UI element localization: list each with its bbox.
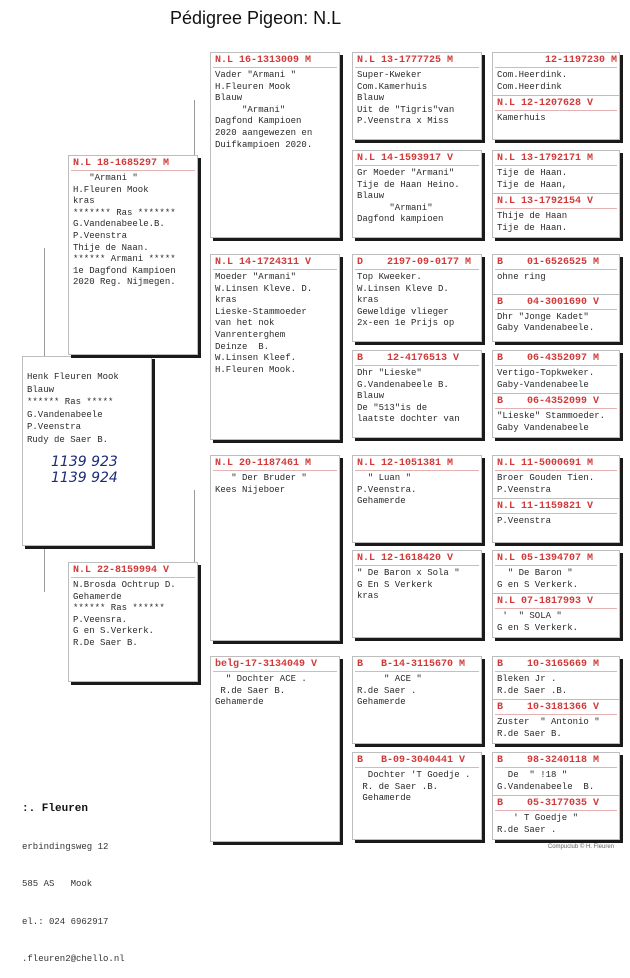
- great-grandparent-card: [352, 52, 482, 140]
- pigeon-line: Gehamerde: [357, 496, 406, 507]
- pigeon-line: kras: [357, 591, 379, 602]
- dam-section: [493, 95, 619, 125]
- mother-line: G en S.Verkerk.: [73, 626, 155, 637]
- pigeon-line: Vanrenterghem: [215, 329, 286, 340]
- ring-number: N.L 13-1777725 M: [355, 54, 479, 68]
- pigeon-line: Blauw: [215, 93, 243, 104]
- subject-line: P.Veenstra: [27, 422, 82, 432]
- ring-number: N.L 16-1313009 M: [213, 54, 337, 68]
- pigeon-line: P.Veenstra: [497, 516, 552, 527]
- tree-connector: [340, 480, 341, 580]
- ring-number: B 04-3001690 V: [495, 296, 617, 310]
- pigeon-line: Dhr "Lieske": [357, 368, 422, 378]
- pigeon-line: Broer Gouden Tien.: [497, 473, 595, 483]
- father-line: kras: [73, 196, 95, 207]
- ring-number: B B-14-3115670 M: [355, 658, 479, 672]
- subject-line: Rudy de Saer B.: [27, 434, 109, 445]
- grandparent-card: [210, 254, 340, 440]
- pigeon-line: Kees Nijeboer: [215, 484, 286, 495]
- ancestor-pair-card: [492, 656, 620, 744]
- pigeon-line: Tije de Haan,: [497, 179, 568, 190]
- pigeon-line: P.Veenstra.: [357, 484, 417, 495]
- ring-number: N.L 13-1792171 M: [495, 152, 617, 166]
- ancestor-pair-card: [492, 550, 620, 638]
- owner-email: .fleuren2@chello.nl: [22, 954, 125, 964]
- page-title: Pédigree Pigeon: N.L: [170, 8, 342, 28]
- ring-number: B 05-3177035 V: [495, 797, 617, 811]
- great-grandparent-card: [352, 550, 482, 638]
- pigeon-line: R.de Saer B.: [215, 685, 286, 696]
- pigeon-line: laatste dochter van: [357, 414, 460, 425]
- pigeon-line: van het nok: [215, 318, 275, 329]
- pigeon-line: ' T Goedje ": [497, 813, 579, 824]
- subject-line: ****** Ras *****: [27, 397, 114, 407]
- pigeon-line: Vertigo-Topkweker.: [497, 368, 595, 378]
- father-line: ******* Ras *******: [73, 207, 176, 218]
- owner-line: el.: 024 6962917: [22, 916, 109, 927]
- pigeon-line: " ACE ": [357, 674, 422, 684]
- pigeon-line: Bleken Jr .: [497, 674, 557, 684]
- tree-connector: [340, 80, 341, 200]
- ring-number: N.L 20-1187461 M: [213, 457, 337, 471]
- ring-number: N.L 18-1685297 M: [71, 157, 195, 171]
- ring-number: B 10-3181366 V: [495, 701, 617, 715]
- pigeon-line: De " !18 ": [497, 770, 568, 780]
- dam-section: [493, 699, 619, 740]
- subject-line: G.Vandenabeele: [27, 409, 103, 420]
- owner-line: 585 AS Mook: [22, 879, 93, 889]
- grandparent-card: [210, 52, 340, 238]
- great-grandparent-card: [352, 150, 482, 238]
- pigeon-line: Gaby-Vandenabeele: [497, 379, 589, 390]
- pigeon-line: "Armani": [215, 104, 286, 115]
- ring-number: N.L 14-1593917 V: [355, 152, 479, 166]
- dam-section: [493, 393, 619, 434]
- pigeon-line: ohne ring: [497, 272, 546, 282]
- ring-number: N.L 12-1618420 V: [355, 552, 479, 566]
- owner-name: :. Fleuren: [22, 803, 89, 815]
- pigeon-line: R.de Saer .B.: [497, 685, 568, 696]
- pigeon-line: Gehamerde: [357, 793, 412, 804]
- subject-line: Henk Fleuren Mook: [27, 372, 119, 382]
- pigeon-line: kras: [357, 295, 379, 306]
- pigeon-line: Tije de Haan.: [497, 222, 568, 233]
- pigeon-line: Tije de Haan.: [497, 168, 568, 178]
- ancestor-pair-card: [492, 752, 620, 840]
- pigeon-line: G En S Verkerk: [357, 579, 433, 590]
- pigeon-line: Tije de Haan Heino.: [357, 179, 460, 190]
- pigeon-line: Dochter 'T Goedje .: [357, 770, 471, 780]
- pigeon-line: Moeder "Armani": [215, 272, 297, 282]
- ancestor-pair-card: [492, 455, 620, 543]
- ring-number: B B-09-3040441 V: [355, 754, 479, 768]
- pigeon-line: Com.Heerdink: [497, 81, 562, 92]
- great-grandparent-card: [352, 752, 482, 840]
- tree-connector: [340, 280, 341, 390]
- ring-number: B 01-6526525 M: [495, 256, 617, 270]
- ring-number: B 98-3240118 M: [495, 754, 617, 768]
- mother-card: [68, 562, 198, 682]
- dam-section: [493, 795, 619, 836]
- owner-address: [22, 778, 125, 978]
- pigeon-line: " Der Bruder ": [215, 473, 307, 483]
- ring-number: belg-17-3134049 V: [213, 658, 337, 672]
- pigeon-line: Blauw: [357, 191, 385, 202]
- ring-number: B 06-4352097 M: [495, 352, 617, 366]
- ring-number: B 12-4176513 V: [355, 352, 479, 366]
- pigeon-line: P.Veenstra: [497, 484, 552, 495]
- footer-credit: Compuclub © H. Fleuren: [547, 844, 614, 850]
- pigeon-line: Uit de "Tigris"van: [357, 104, 455, 115]
- father-card: [68, 155, 198, 355]
- father-line: Thije de Naan.: [73, 242, 149, 253]
- pigeon-line: 2020 aangewezen en: [215, 127, 313, 138]
- pigeon-line: P.Veenstra x Miss: [357, 116, 449, 127]
- ring-number: N.L 05-1394707 M: [495, 552, 617, 566]
- pigeon-line: " De Baron ": [497, 568, 573, 578]
- mother-line: ****** Ras ******: [73, 603, 165, 614]
- handwritten-ring-2: 1139 924: [51, 470, 118, 486]
- dam-section: [493, 593, 619, 634]
- father-line: 2020 Reg. Nijmegen.: [73, 277, 176, 288]
- ancestor-pair-card: [492, 350, 620, 438]
- mother-line: P.Veensra.: [73, 614, 128, 625]
- pigeon-line: kras: [215, 295, 237, 306]
- grandparent-card: [210, 455, 340, 641]
- pigeon-line: Super-Kweker: [357, 70, 422, 80]
- tree-connector: [340, 680, 341, 780]
- mother-line: Gehamerde: [73, 591, 122, 602]
- ancestor-pair-card: [492, 254, 620, 342]
- pigeon-line: R. de Saer .B.: [357, 781, 439, 792]
- father-line: ****** Armani *****: [73, 254, 176, 265]
- ring-number: N.L 12-1051381 M: [355, 457, 479, 471]
- pigeon-line: G.Vandenabeele B.: [497, 781, 595, 792]
- grandparent-card: [210, 656, 340, 842]
- pigeon-line: Vader "Armani ": [215, 70, 297, 80]
- mother-line: R.De Saer B.: [73, 637, 138, 648]
- ring-number: B 06-4352099 V: [495, 395, 617, 409]
- pigeon-line: R.de Saer B.: [497, 728, 562, 739]
- ancestor-pair-card: [492, 150, 620, 238]
- pigeon-line: Geweldige vlieger: [357, 306, 449, 317]
- pigeon-line: Deinze B.: [215, 341, 270, 352]
- pigeon-line: W.Linsen Kleve D.: [357, 283, 449, 294]
- pigeon-line: Gaby Vandenabeele: [497, 422, 589, 433]
- pigeon-line: R.de Saer .: [357, 685, 417, 696]
- ancestor-pair-card: [492, 52, 620, 140]
- pigeon-line: 2x-een 1e Prijs op: [357, 318, 455, 329]
- subject-line: Blauw: [27, 384, 55, 395]
- pigeon-line: Zuster " Antonio ": [497, 717, 600, 728]
- pigeon-line: Gehamerde: [357, 697, 406, 708]
- pigeon-line: "Armani": [357, 202, 433, 213]
- great-grandparent-card: [352, 254, 482, 342]
- pigeon-line: Gr Moeder "Armani": [357, 168, 455, 178]
- dam-section: [493, 193, 619, 234]
- great-grandparent-card: [352, 656, 482, 744]
- pigeon-line: "Lieske" Stammoeder.: [497, 411, 606, 422]
- pigeon-line: Dhr "Jonge Kadet": [497, 311, 589, 322]
- pigeon-line: W.Linsen Kleef.: [215, 353, 297, 364]
- ring-number: N.L 14-1724311 V: [213, 256, 337, 270]
- owner-line: erbindingsweg 12: [22, 841, 109, 852]
- handwritten-ring-1: 1139 923: [51, 454, 118, 470]
- ring-number: N.L 22-8159994 V: [71, 564, 195, 578]
- pigeon-line: " Dochter ACE .: [215, 674, 307, 684]
- pigeon-line: H.Fleuren Mook: [215, 81, 291, 92]
- pigeon-line: Lieske-Stammoeder: [215, 306, 307, 317]
- ring-number: N.L 07-1817993 V: [495, 595, 617, 609]
- pigeon-line: Duifkampioen 2020.: [215, 139, 313, 150]
- mother-line: N.Brosda Ochtrup D.: [73, 580, 176, 590]
- pigeon-line: H.Fleuren Mook.: [215, 364, 297, 375]
- father-line: G.Vandenabeele.B.: [73, 219, 165, 230]
- ring-number: N.L 13-1792154 V: [495, 195, 617, 209]
- pigeon-line: Kamerhuis: [497, 113, 546, 124]
- pigeon-line: G.Vandenabeele B.: [357, 379, 449, 390]
- ring-number: 12-1197230 M: [495, 54, 617, 68]
- pigeon-line: Com.Heerdink.: [497, 70, 568, 80]
- father-line: H.Fleuren Mook: [73, 184, 149, 195]
- father-line: 1e Dagfond Kampioen: [73, 265, 176, 276]
- great-grandparent-card: [352, 350, 482, 438]
- dam-section: [493, 498, 619, 528]
- ring-number: N.L 11-5000691 M: [495, 457, 617, 471]
- subject-card: [22, 356, 152, 546]
- pigeon-line: Dagfond kampioen: [357, 214, 444, 225]
- pigeon-line: De "513"is de: [357, 402, 428, 413]
- pigeon-line: G en S Verkerk.: [497, 579, 579, 590]
- pigeon-line: Blauw: [357, 391, 385, 402]
- pigeon-line: ' " SOLA ": [497, 611, 562, 622]
- ring-number: N.L 12-1207628 V: [495, 97, 617, 111]
- father-line: P.Veenstra: [73, 230, 128, 241]
- pigeon-line: G en S Verkerk.: [497, 622, 579, 633]
- pigeon-line: Top Kweeker.: [357, 272, 422, 282]
- ring-number: N.L 11-1159821 V: [495, 500, 617, 514]
- dam-section: [493, 294, 619, 335]
- pigeon-line: Blauw: [357, 93, 385, 104]
- pigeon-line: " Luan ": [357, 473, 412, 483]
- pigeon-line: Gehamerde: [215, 697, 264, 708]
- pigeon-line: Gaby Vandenabeele.: [497, 323, 595, 334]
- pigeon-line: R.de Saer .: [497, 824, 557, 835]
- pigeon-line: " De Baron x Sola ": [357, 568, 460, 578]
- pigeon-line: Com.Kamerhuis: [357, 81, 428, 92]
- pigeon-line: W.Linsen Kleve. D.: [215, 283, 313, 294]
- ring-number: B 10-3165669 M: [495, 658, 617, 672]
- pigeon-line: Thije de Haan: [497, 211, 568, 222]
- father-line: "Armani ": [73, 173, 138, 183]
- great-grandparent-card: [352, 455, 482, 543]
- pigeon-line: Dagfond Kampioen: [215, 116, 302, 127]
- ring-number: D 2197-09-0177 M: [355, 256, 479, 270]
